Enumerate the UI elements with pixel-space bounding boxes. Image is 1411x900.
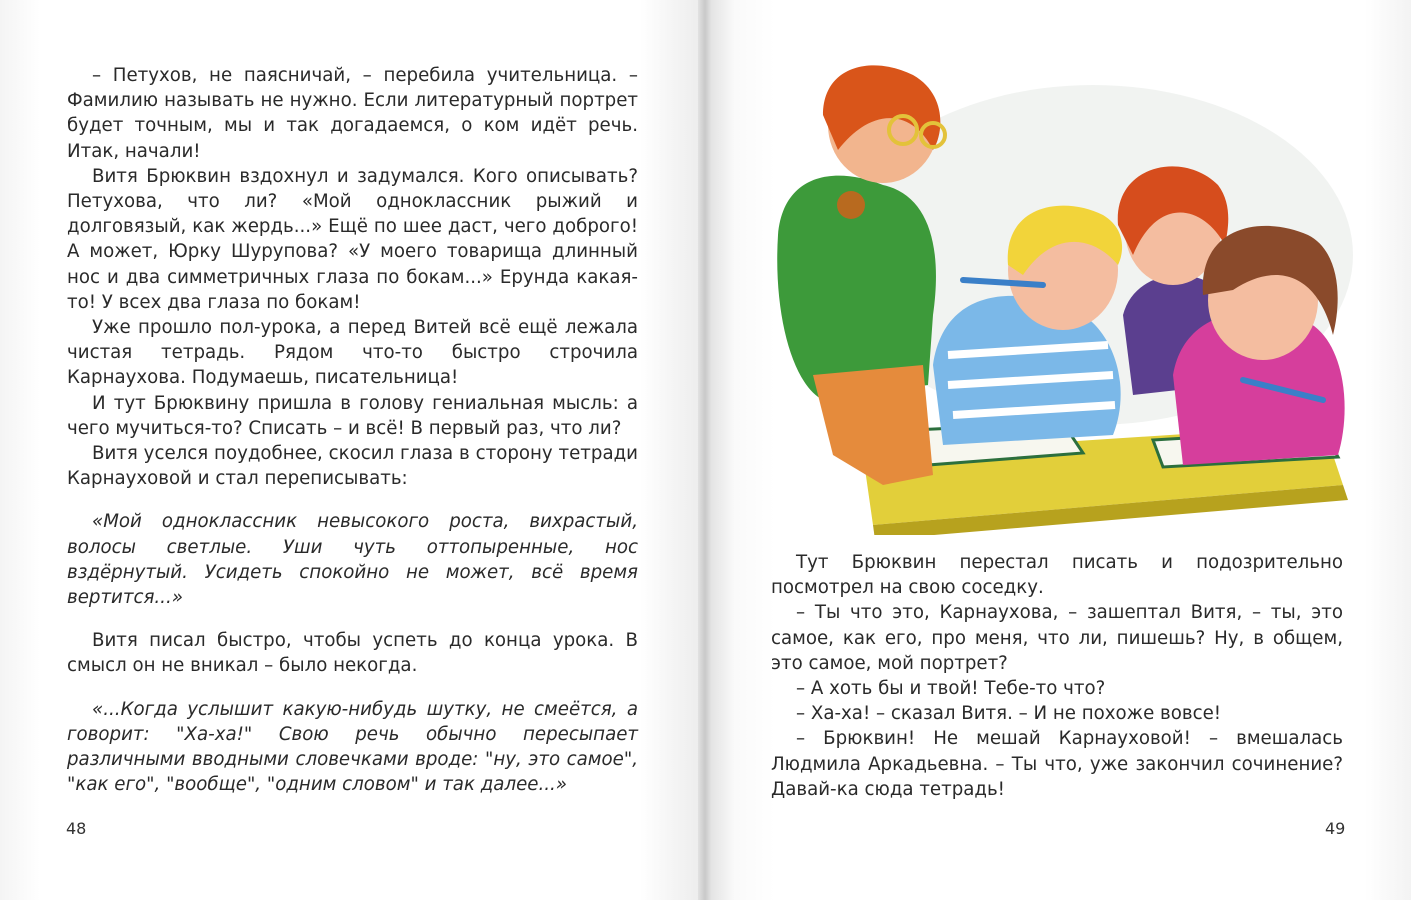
paragraph: Уже прошло пол-урока, а перед Витей всё ещё лежала чистая тетрадь. Рядом что-то быстро строчила Карнаухова. Подумаешь, писательница!: [67, 317, 638, 389]
paragraph: – Ты что это, Карнаухова, – зашептал Витя, – ты, это самое, как его, про меня, что ли, пишешь? Ну, в общем, это самое, мой портрет?: [771, 602, 1343, 674]
page-number: 48: [66, 819, 87, 838]
paragraph: – Ха-ха! – сказал Витя. – И не похоже вовсе!: [796, 703, 1222, 725]
paragraph: Витя писал быстро, чтобы успеть до конца урока. В смысл он не вникал – было некогда.: [67, 630, 638, 677]
left-page: [0, 0, 705, 900]
left-page-text: [67, 63, 638, 797]
right-page-text: [771, 550, 1343, 802]
paragraph: Витя уселся поудобнее, скосил глаза в сторону тетради Карнауховой и стал переписывать:: [67, 443, 638, 490]
book-gutter: [698, 0, 712, 900]
paragraph: Тут Брюквин перестал писать и подозрительно посмотрел на свою соседку.: [771, 552, 1343, 599]
page-number: 49: [1325, 819, 1346, 838]
paragraph: Витя Брюквин вздохнул и задумался. Кого описывать? Петухова, что ли? «Мой одноклассник рыжий и долговязый, как жердь...» Ещё по шее даст, чего доброго! А может, Юрку Шурупова? «У моего товарища длинный нос и два симметричных глаза по бокам...» Ерунда какая-то! У всех два глаза по бокам!: [67, 165, 638, 313]
paragraph: – Брюквин! Не мешай Карнауховой! – вмешалась Людмила Аркадьевна. – Ты что, уже закончил сочинение? Давай-ка сюда тетрадь!: [771, 728, 1343, 800]
paragraph: – Петухов, не паясничай, – перебила учительница. – Фамилию называть не нужно. Если литературный портрет будет точным, мы и так догадаемся, о ком идёт речь. Итак, начали!: [67, 65, 638, 162]
right-page: [705, 0, 1411, 900]
quote-block: «...Когда услышит какую-нибудь шутку, не смеётся, а говорит: "Ха-ха!" Свою речь обычно пересыпает различными вводными словечками вроде: "ну, это самое", "как его", "вообще", "одним словом" и так далее...»: [67, 698, 638, 796]
illustration: [763, 55, 1353, 535]
quote-block: «Мой одноклассник невысокого роста, вихрастый, волосы светлые. Уши чуть оттопыренные, нос вздёрнутый. Усидеть спокойно не может, всё время вертится...»: [67, 511, 638, 609]
paragraph: И тут Брюквину пришла в голову гениальная мысль: а чего мучиться-то? Списать – и всё! В первый раз, что ли?: [67, 392, 638, 439]
paragraph: – А хоть бы и твой! Тебе-то что?: [796, 678, 1106, 700]
